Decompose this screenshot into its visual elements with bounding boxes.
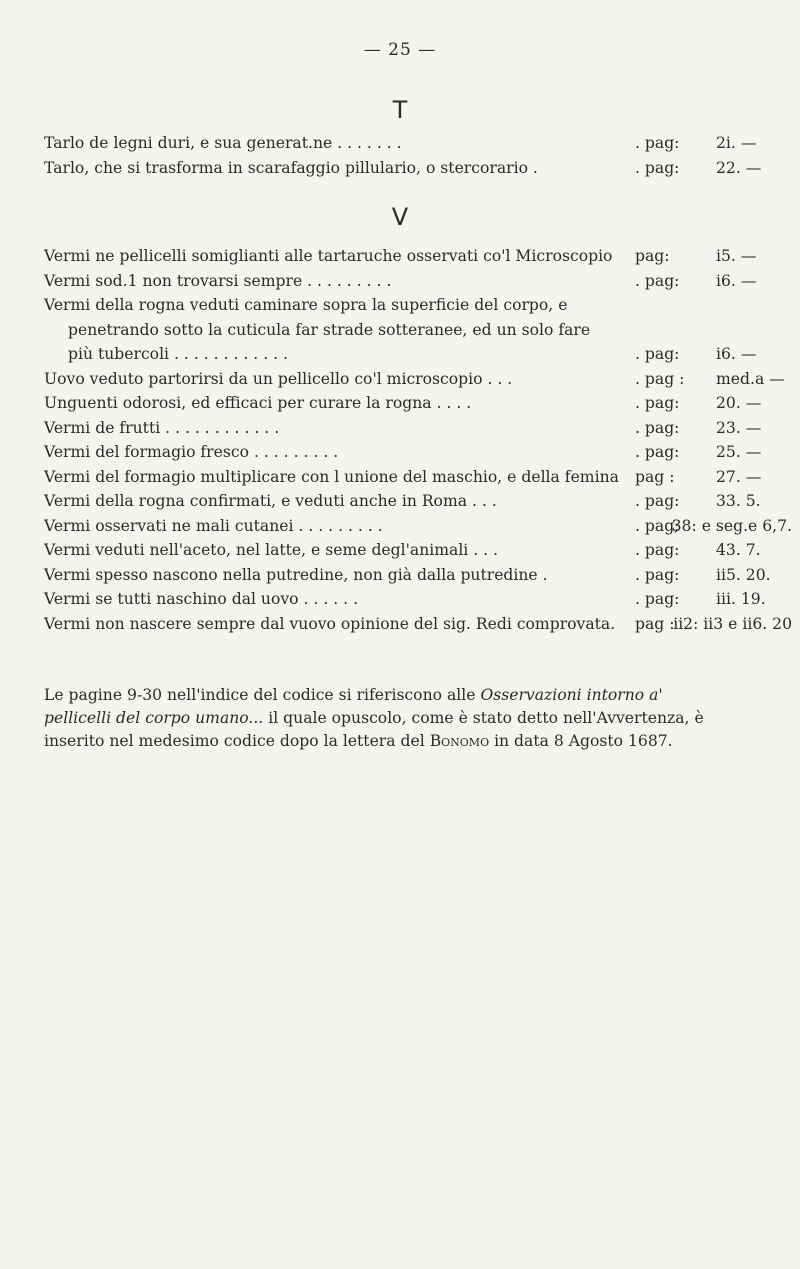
entry-page-ref: med.a — (716, 369, 785, 388)
index-entries-t (44, 131, 794, 180)
entry-page-label: . pag: (635, 418, 680, 437)
section-letter-v: V (391, 203, 409, 231)
entry-page-ref: 2i. — (716, 134, 757, 152)
entry-text: Vermi spesso nascono nella putredine, non già dalla putredine . (44, 565, 548, 584)
entry-page-label: . pag: (635, 565, 680, 584)
index-entry (44, 156, 794, 181)
entry-page-label: . pag: (635, 492, 680, 510)
entry-text: Vermi veduti nell'aceto, nel latte, e seme degl'animali . . . (44, 541, 499, 559)
index-entry (44, 416, 794, 441)
entry-page-label: . pag: (635, 590, 680, 608)
entry-page-ref: 22. — (716, 158, 762, 177)
entry-text: penetrando sotto la cuticula far strade sotteranee, ed un solo fare (68, 320, 591, 339)
entry-text: Vermi del formagio fresco . . . . . . . . . (44, 443, 339, 461)
entry-text: Vermi osservati ne mali cutanei . . . . . . . . . (44, 516, 383, 535)
index-entry (44, 318, 794, 343)
note-title-italic: pellicelli del corpo umano... (44, 709, 264, 727)
entry-page-label: . pag; (635, 516, 680, 535)
entry-page-label: . pag: (635, 394, 680, 412)
entry-page-label: . pag : (635, 369, 685, 388)
entry-page-ref: i5. — (716, 247, 757, 265)
index-entry (44, 342, 794, 367)
entry-page-ref: ii5. 20. (716, 565, 771, 584)
entry-page-ref: i6. — (716, 345, 757, 363)
index-entries-v (44, 244, 794, 636)
note-line-2 (44, 707, 784, 730)
entry-text: Vermi se tutti naschino dal uovo . . . . . . (44, 590, 359, 608)
entry-text: Unguenti odorosi, ed efficaci per curare la rogna . . . . (44, 394, 472, 412)
note-title-italic: Osservazioni intorno a' (480, 686, 663, 704)
section-letter-t: T (392, 96, 408, 124)
entry-text: Vermi sod.1 non trovarsi sempre . . . . . . . . . (44, 271, 392, 290)
entry-text: Vermi de frutti . . . . . . . . . . . . (44, 418, 280, 437)
index-entry (44, 587, 794, 612)
note-text: inserito nel medesimo codice dopo la lettera del (44, 732, 425, 750)
entry-page-label: pag : (635, 467, 675, 486)
entry-page-label: . pag: (635, 345, 680, 363)
note-line-1 (44, 684, 784, 707)
note-text: Le pagine 9-30 nell'indice del codice si riferiscono alle (44, 686, 476, 704)
index-entry (44, 612, 794, 637)
note-text: in data 8 Agosto 1687. (494, 732, 673, 750)
entry-page-label: pag : (635, 614, 675, 633)
index-entry (44, 391, 794, 416)
entry-text: Vermi della rogna veduti caminare sopra la superficie del corpo, e (44, 296, 568, 314)
entry-text: Vermi ne pellicelli somiglianti alle tartaruche osservati co'l Microscopio (44, 247, 613, 265)
index-entry (44, 131, 794, 156)
entry-page-ref: 43. 7. (716, 541, 761, 559)
entry-page-label: pag: (635, 247, 670, 265)
note-name-smallcaps: Bonomo (429, 732, 490, 750)
entry-page-ref: 25. — (716, 443, 762, 461)
index-entry (44, 489, 794, 514)
entry-page-label: . pag: (635, 271, 680, 290)
entry-page-label: . pag: (635, 541, 680, 559)
index-entry (44, 269, 794, 294)
index-entry (44, 538, 794, 563)
entry-page-ref: 20. — (716, 394, 762, 412)
note-line-3 (44, 730, 784, 753)
index-entry (44, 293, 794, 318)
entry-page-ref: 27. — (716, 467, 762, 486)
entry-page-ref: i6. — (716, 271, 757, 290)
entry-page-label: . pag: (635, 443, 680, 461)
entry-text: Vermi non nascere sempre dal vuovo opinione del sig. Redi comprovata. (44, 614, 616, 633)
index-entry (44, 465, 794, 490)
entry-page-label: . pag: (635, 158, 680, 177)
entry-page-ref: ii2: ii3 e ii6. 20 (673, 614, 792, 633)
entry-text: Tarlo de legni duri, e sua generat.ne . . . . . . . (44, 134, 402, 152)
index-entry (44, 367, 794, 392)
entry-page-ref: 33. 5. (716, 492, 761, 510)
index-entry (44, 440, 794, 465)
entry-text: Uovo veduto partorirsi da un pellicello co'l microscopio . . . (44, 369, 513, 388)
editorial-note (44, 684, 784, 753)
entry-page-ref: iii. 19. (716, 590, 766, 608)
entry-text: Vermi del formagio multiplicare con l unione del maschio, e della femina (44, 467, 619, 486)
index-entry (44, 244, 794, 269)
entry-text: Tarlo, che si trasforma in scarafaggio pillulario, o stercorario . (44, 158, 538, 177)
page-number: — 25 — (363, 40, 437, 60)
note-text: il quale opuscolo, come è stato detto nell'Avvertenza, è (268, 709, 704, 727)
index-entry (44, 514, 794, 539)
entry-page-label: . pag: (635, 134, 680, 152)
index-entry (44, 563, 794, 588)
entry-text: Vermi della rogna confirmati, e veduti anche in Roma . . . (44, 492, 497, 510)
entry-text: più tubercoli . . . . . . . . . . . . (68, 345, 289, 363)
entry-page-ref: 38: e seg.e 6,7. (671, 516, 792, 535)
entry-page-ref: 23. — (716, 418, 762, 437)
